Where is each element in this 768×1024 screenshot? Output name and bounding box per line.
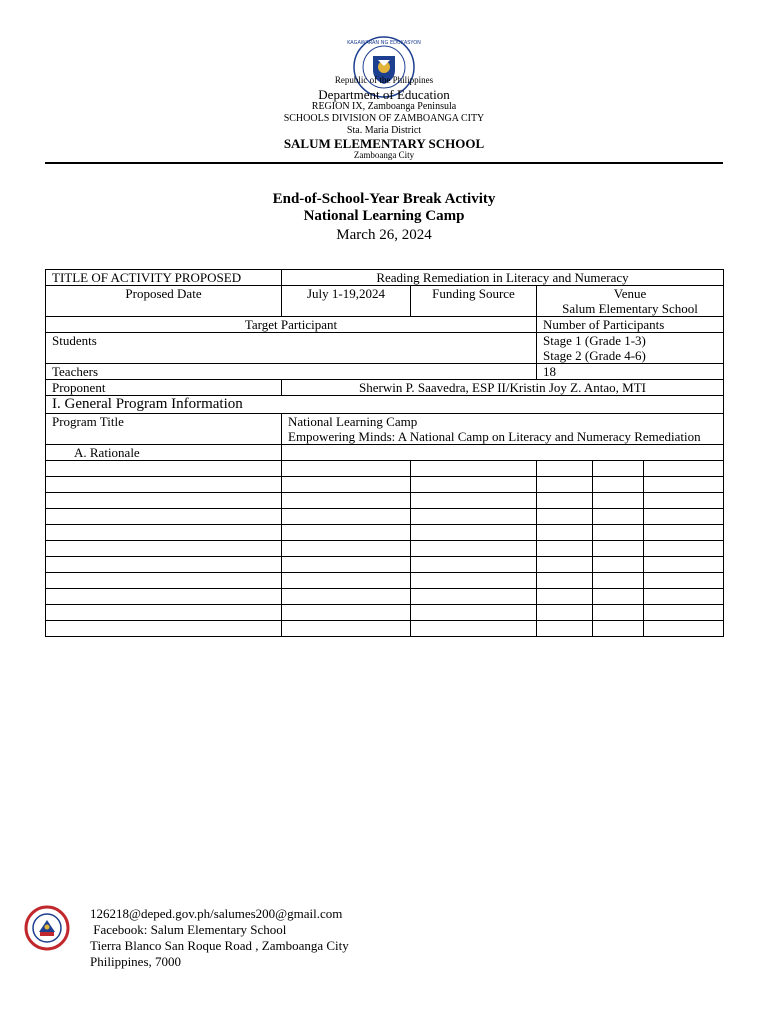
venue-cell bbox=[537, 286, 724, 317]
stage-1-text: Stage 1 (Grade 1-3) bbox=[543, 333, 646, 348]
school-name: SALUM ELEMENTARY SCHOOL bbox=[283, 136, 485, 151]
empty-cell bbox=[46, 477, 282, 493]
empty-cell bbox=[644, 509, 724, 525]
empty-table-row bbox=[46, 541, 724, 557]
funding-source-label-cell: Funding Source bbox=[411, 286, 537, 317]
rationale-label-cell: A. Rationale bbox=[46, 445, 282, 461]
empty-cell bbox=[411, 589, 537, 605]
empty-cell bbox=[282, 461, 411, 477]
empty-cell bbox=[411, 541, 537, 557]
empty-cell bbox=[537, 477, 593, 493]
proposed-date-value-cell: July 1-19,2024 bbox=[282, 286, 411, 317]
empty-cell bbox=[282, 509, 411, 525]
empty-cell bbox=[411, 493, 537, 509]
number-of-participants-label-cell: Number of Participants bbox=[537, 317, 724, 333]
table-row bbox=[46, 414, 724, 445]
empty-cell bbox=[537, 557, 593, 573]
empty-cell bbox=[282, 557, 411, 573]
empty-cell bbox=[411, 509, 537, 525]
empty-cell bbox=[537, 461, 593, 477]
empty-cell bbox=[593, 541, 644, 557]
empty-cell bbox=[537, 605, 593, 621]
program-title-value-cell bbox=[282, 414, 724, 445]
program-title-line-1: National Learning Camp bbox=[288, 414, 418, 429]
venue-value: Salum Elementary School bbox=[562, 301, 698, 316]
empty-cell bbox=[46, 573, 282, 589]
empty-cell bbox=[644, 573, 724, 589]
empty-cell bbox=[46, 557, 282, 573]
empty-cell bbox=[282, 621, 411, 637]
table-row bbox=[46, 396, 724, 414]
program-title-label-cell: Program Title bbox=[46, 414, 282, 445]
empty-cell bbox=[593, 461, 644, 477]
header-divider bbox=[45, 162, 723, 164]
table-row bbox=[46, 364, 724, 380]
section-heading-cell: I. General Program Information bbox=[46, 396, 724, 414]
empty-cell bbox=[593, 621, 644, 637]
document-date: March 26, 2024 bbox=[336, 227, 432, 243]
empty-cell bbox=[644, 541, 724, 557]
table-row bbox=[46, 270, 724, 286]
empty-cell bbox=[537, 525, 593, 541]
empty-cell bbox=[593, 605, 644, 621]
target-participant-label-cell: Target Participant bbox=[46, 317, 537, 333]
region-line: REGION IX, Zamboanga Peninsula bbox=[311, 101, 457, 112]
empty-cell bbox=[46, 605, 282, 621]
republic-line: Republic of the Philippines bbox=[334, 75, 434, 85]
empty-cell bbox=[644, 605, 724, 621]
table-row bbox=[46, 317, 724, 333]
empty-table-row bbox=[46, 621, 724, 637]
empty-cell bbox=[644, 589, 724, 605]
empty-table-row bbox=[46, 589, 724, 605]
empty-cell bbox=[46, 525, 282, 541]
empty-cell bbox=[282, 493, 411, 509]
empty-cell bbox=[411, 605, 537, 621]
empty-cell bbox=[593, 493, 644, 509]
empty-cell bbox=[537, 589, 593, 605]
empty-cell bbox=[593, 477, 644, 493]
footer-email: 126218@deped.gov.ph/salumes200@gmail.com bbox=[90, 906, 343, 921]
empty-cell bbox=[411, 573, 537, 589]
empty-table-row bbox=[46, 509, 724, 525]
empty-cell bbox=[282, 525, 411, 541]
empty-cell bbox=[537, 541, 593, 557]
title-label-cell: TITLE OF ACTIVITY PROPOSED bbox=[46, 270, 282, 286]
empty-cell bbox=[593, 589, 644, 605]
empty-cell bbox=[282, 477, 411, 493]
proponent-value-cell: Sherwin P. Saavedra, ESP II/Kristin Joy Z. Antao, MTI bbox=[282, 380, 724, 396]
footer-address: Tierra Blanco San Roque Road , Zamboanga City bbox=[90, 938, 349, 953]
footer-country: Philippines, 7000 bbox=[90, 954, 182, 969]
empty-cell bbox=[644, 557, 724, 573]
empty-table-row bbox=[46, 605, 724, 621]
empty-cell bbox=[411, 477, 537, 493]
table-row bbox=[46, 286, 724, 317]
empty-cell bbox=[411, 557, 537, 573]
empty-cell bbox=[282, 573, 411, 589]
rationale-value-cell bbox=[282, 445, 724, 461]
empty-cell bbox=[282, 605, 411, 621]
empty-table-row bbox=[46, 477, 724, 493]
empty-cell bbox=[593, 573, 644, 589]
district-line: Sta. Maria District bbox=[346, 125, 422, 136]
stage-2-text: Stage 2 (Grade 4-6) bbox=[543, 348, 646, 363]
empty-cell bbox=[537, 573, 593, 589]
empty-table-row bbox=[46, 461, 724, 477]
empty-cell bbox=[644, 477, 724, 493]
empty-cell bbox=[644, 525, 724, 541]
empty-cell bbox=[644, 461, 724, 477]
empty-cell bbox=[411, 621, 537, 637]
venue-label: Venue bbox=[613, 286, 647, 301]
table-row bbox=[46, 333, 724, 364]
division-line: SCHOOLS DIVISION OF ZAMBOANGA CITY bbox=[283, 113, 485, 124]
empty-cell bbox=[46, 621, 282, 637]
empty-cell bbox=[46, 509, 282, 525]
students-label-cell: Students bbox=[46, 333, 537, 364]
teachers-label-cell: Teachers bbox=[46, 364, 537, 380]
proponent-label-cell: Proponent bbox=[46, 380, 282, 396]
school-logo bbox=[25, 906, 69, 950]
empty-cell bbox=[644, 493, 724, 509]
students-stages-cell bbox=[537, 333, 724, 364]
empty-table-row bbox=[46, 557, 724, 573]
activity-proposal-table bbox=[45, 269, 724, 637]
empty-cell bbox=[537, 621, 593, 637]
footer-facebook: Facebook: Salum Elementary School bbox=[90, 922, 287, 937]
empty-cell bbox=[411, 525, 537, 541]
empty-cell bbox=[46, 541, 282, 557]
seal-motto-text: KAGAWARAN NG EDUKASYON bbox=[347, 40, 421, 46]
empty-cell bbox=[282, 541, 411, 557]
empty-cell bbox=[537, 493, 593, 509]
footer-contact-block bbox=[90, 906, 349, 970]
empty-cell bbox=[537, 509, 593, 525]
document-title: End-of-School-Year Break Activity bbox=[272, 191, 496, 207]
empty-cell bbox=[593, 509, 644, 525]
empty-cell bbox=[46, 461, 282, 477]
empty-cell bbox=[644, 621, 724, 637]
empty-cell bbox=[46, 493, 282, 509]
document-subtitle: National Learning Camp bbox=[303, 208, 465, 224]
empty-table-row bbox=[46, 493, 724, 509]
empty-cell bbox=[46, 589, 282, 605]
empty-table-row bbox=[46, 525, 724, 541]
proposed-date-label-cell: Proposed Date bbox=[46, 286, 282, 317]
program-title-line-2: Empowering Minds: A National Camp on Literacy and Numeracy Remediation bbox=[288, 429, 701, 444]
department-line: Department of Education bbox=[318, 87, 450, 102]
title-value-cell: Reading Remediation in Literacy and Numeracy bbox=[282, 270, 724, 286]
empty-table-row bbox=[46, 573, 724, 589]
empty-cell bbox=[593, 525, 644, 541]
table-row bbox=[46, 445, 724, 461]
empty-cell bbox=[593, 557, 644, 573]
empty-cell bbox=[282, 589, 411, 605]
table-row bbox=[46, 380, 724, 396]
teachers-count-cell: 18 bbox=[537, 364, 724, 380]
city-line: Zamboanga City bbox=[353, 150, 415, 160]
empty-cell bbox=[411, 461, 537, 477]
